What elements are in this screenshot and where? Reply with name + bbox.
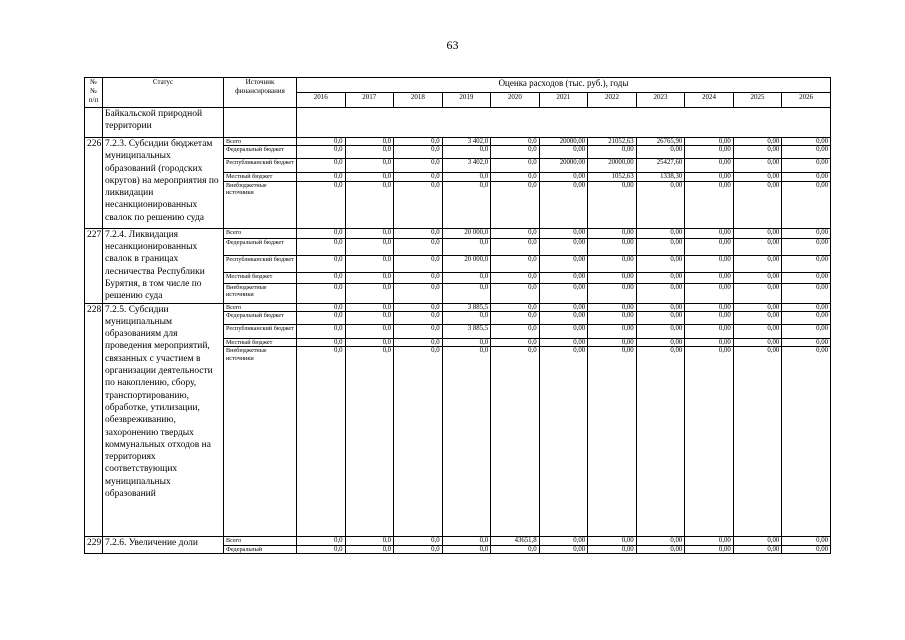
expense-value: 0,0: [297, 303, 346, 311]
expense-value: 0,0: [394, 173, 443, 181]
expense-value: 0,00: [685, 537, 734, 545]
expense-value: 0,00: [782, 159, 831, 173]
expense-value: 0,00: [588, 181, 637, 228]
expense-value: 0,0: [345, 146, 394, 159]
expense-value: 0,00: [636, 339, 685, 347]
header-num: № № п/п: [85, 78, 103, 108]
expense-value: 0,00: [733, 181, 782, 228]
row-number: 226: [85, 138, 103, 229]
expenses-table: [84, 77, 831, 554]
expense-value: 0,0: [297, 347, 346, 537]
year-header: 2024: [685, 93, 734, 108]
year-header: 2020: [491, 93, 540, 108]
expense-value: 1338,30: [636, 173, 685, 181]
expense-value: 0,00: [539, 303, 588, 311]
expense-value: 0,00: [636, 255, 685, 273]
table-row: [85, 303, 831, 311]
year-header: 2025: [733, 93, 782, 108]
expense-value: 0,0: [491, 173, 540, 181]
expense-value: 0,00: [782, 537, 831, 545]
expense-value: 0,0: [491, 181, 540, 228]
year-header: 2023: [636, 93, 685, 108]
expense-value: 0,00: [733, 303, 782, 311]
expense-value: 0,00: [782, 239, 831, 255]
expense-value: 0,0: [491, 325, 540, 339]
expense-value: 0,00: [588, 273, 637, 284]
expense-value: 0,00: [539, 181, 588, 228]
expense-value: 0,0: [442, 283, 491, 303]
expense-value: 0,0: [442, 339, 491, 347]
expense-value: 0,00: [588, 283, 637, 303]
continuation-source-cell: [224, 108, 297, 138]
expense-value: 0,00: [685, 339, 734, 347]
expense-value: 0,00: [685, 347, 734, 537]
expense-value: 0,00: [539, 283, 588, 303]
expense-value: 0,00: [539, 537, 588, 545]
expense-value: 0,00: [636, 303, 685, 311]
expense-value: 0,00: [588, 339, 637, 347]
expense-value: 0,0: [394, 283, 443, 303]
header-status: Статус: [103, 78, 224, 108]
expense-value: 0,00: [539, 347, 588, 537]
expense-value: 0,0: [442, 239, 491, 255]
expense-value: 26765,90: [636, 138, 685, 146]
expense-value: 0,00: [636, 283, 685, 303]
expense-value: 0,00: [685, 312, 734, 325]
expense-value: 0,0: [345, 228, 394, 239]
expense-value: 0,00: [782, 173, 831, 181]
expense-value: 3 885,5: [442, 325, 491, 339]
expense-value: 0,0: [345, 173, 394, 181]
funding-source: Республиканский бюджет: [224, 255, 297, 273]
expense-value: 0,00: [685, 138, 734, 146]
row-number: 227: [85, 228, 103, 303]
expense-value: 0,0: [345, 303, 394, 311]
page-number: 63: [446, 38, 459, 52]
expense-value: 0,0: [297, 325, 346, 339]
expense-value: 0,0: [394, 255, 443, 273]
funding-source: Внебюджетные источники: [224, 181, 297, 228]
funding-source: Федеральный: [224, 545, 297, 553]
expense-value: 3 402,0: [442, 138, 491, 146]
expense-value: 0,00: [782, 545, 831, 553]
expense-value: 0,0: [491, 228, 540, 239]
expense-value: 0,00: [733, 173, 782, 181]
expense-value: 0,00: [588, 537, 637, 545]
funding-source: Республиканский бюджет: [224, 159, 297, 173]
expense-value: 0,00: [685, 146, 734, 159]
expense-value: 0,00: [782, 138, 831, 146]
expense-value: 0,00: [685, 228, 734, 239]
expense-value: 0,00: [588, 312, 637, 325]
expense-value: 0,00: [636, 545, 685, 553]
expense-value: 0,00: [685, 325, 734, 339]
expense-value: 0,0: [491, 303, 540, 311]
expense-value: 0,0: [442, 181, 491, 228]
expense-value: 0,00: [733, 273, 782, 284]
expense-value: 0,00: [685, 173, 734, 181]
expense-value: 0,00: [733, 138, 782, 146]
year-header: 2017: [345, 93, 394, 108]
row-status: 7.2.5. Субсидии муниципальным образованиям для проведения мероприятий, связанных с участием в организации деятельности по накоплению, сбору, транспортированию, обработке, утилизации, обезвреживанию, захоронению твердых коммунальных отходов на территориях соответствующих муниципальных образований: [103, 303, 224, 537]
expense-value: 0,00: [539, 173, 588, 181]
expense-value: 0,0: [345, 347, 394, 537]
expense-value: 0,00: [782, 339, 831, 347]
expense-value: 0,00: [733, 537, 782, 545]
expense-value: 0,0: [394, 347, 443, 537]
expense-value: 0,0: [345, 255, 394, 273]
expense-value: 0,00: [539, 273, 588, 284]
expense-value: 0,0: [394, 303, 443, 311]
continuation-num-cell: [85, 108, 103, 138]
expense-value: 0,00: [685, 545, 734, 553]
header-expense-group: Оценка расходов (тыс. руб.), годы: [297, 78, 831, 93]
expense-value: 0,0: [442, 273, 491, 284]
expense-value: 0,00: [539, 325, 588, 339]
year-header: 2018: [394, 93, 443, 108]
expense-value: 0,00: [685, 283, 734, 303]
expense-value: 0,00: [733, 283, 782, 303]
expense-value: 20000,00: [539, 138, 588, 146]
expense-value: 0,00: [733, 146, 782, 159]
expense-value: 0,00: [588, 146, 637, 159]
expense-value: 0,00: [782, 146, 831, 159]
expense-value: 0,00: [733, 347, 782, 537]
expense-value: 0,0: [394, 228, 443, 239]
expense-value: 0,0: [394, 537, 443, 545]
expense-value: 0,0: [394, 273, 443, 284]
expense-value: 0,00: [539, 545, 588, 553]
expense-value: 0,0: [394, 181, 443, 228]
expense-value: 20000,00: [588, 159, 637, 173]
row-number: 229: [85, 537, 103, 554]
expense-value: 0,0: [491, 273, 540, 284]
table-row: [85, 228, 831, 239]
expense-value: 0,00: [539, 312, 588, 325]
expense-value: 0,00: [636, 228, 685, 239]
funding-source: Внебюджетные источники: [224, 347, 297, 537]
funding-source: Внебюджетные источники: [224, 283, 297, 303]
expense-value: 0,00: [539, 255, 588, 273]
expense-value: 43651,8: [491, 537, 540, 545]
expense-value: 0,0: [345, 545, 394, 553]
expense-value: 0,0: [491, 255, 540, 273]
expense-value: 0,00: [636, 537, 685, 545]
expense-value: 0,00: [733, 228, 782, 239]
expense-value: 0,0: [345, 181, 394, 228]
expense-value: 0,0: [394, 339, 443, 347]
table-row: [85, 537, 831, 545]
expense-value: 0,0: [442, 173, 491, 181]
expense-value: 0,0: [491, 159, 540, 173]
expense-value: 0,00: [782, 228, 831, 239]
expense-value: 0,0: [297, 283, 346, 303]
expense-value: 0,00: [685, 159, 734, 173]
expense-value: 0,00: [782, 181, 831, 228]
expense-value: 0,00: [733, 312, 782, 325]
expense-value: 0,0: [345, 159, 394, 173]
header-source: Источник финансирования: [224, 78, 297, 108]
expense-value: 0,00: [636, 273, 685, 284]
expense-value: 0,0: [345, 325, 394, 339]
funding-source: Местный бюджет: [224, 173, 297, 181]
row-status: 7.2.6. Увеличение доли: [103, 537, 224, 554]
expense-value: 0,0: [297, 312, 346, 325]
funding-source: Всего: [224, 228, 297, 239]
year-header: 2016: [297, 93, 346, 108]
expense-value: 0,00: [588, 239, 637, 255]
expense-value: 0,00: [636, 181, 685, 228]
continuation-status: Байкальской природной территории: [103, 108, 224, 138]
year-header: 2022: [588, 93, 637, 108]
funding-source: Республиканский бюджет: [224, 325, 297, 339]
expense-value: 0,00: [782, 273, 831, 284]
expense-value: 0,00: [539, 146, 588, 159]
expense-value: 0,00: [733, 159, 782, 173]
expense-value: 0,00: [733, 545, 782, 553]
year-header: 2019: [442, 93, 491, 108]
expense-value: 0,0: [394, 239, 443, 255]
expense-value: 0,0: [297, 339, 346, 347]
funding-source: Всего: [224, 138, 297, 146]
expense-value: 0,00: [733, 239, 782, 255]
expense-value: 0,00: [588, 325, 637, 339]
expense-value: 0,0: [345, 138, 394, 146]
expense-value: 0,0: [297, 273, 346, 284]
funding-source: Федеральный бюджет: [224, 146, 297, 159]
expense-value: 0,00: [685, 181, 734, 228]
expense-value: 0,00: [782, 255, 831, 273]
expense-value: 0,0: [297, 228, 346, 239]
expense-value: 0,0: [394, 312, 443, 325]
funding-source: Местный бюджет: [224, 339, 297, 347]
expense-value: 0,00: [539, 228, 588, 239]
expense-value: 0,00: [539, 339, 588, 347]
expense-value: 0,0: [442, 537, 491, 545]
expense-value: 0,0: [394, 146, 443, 159]
expense-value: 0,00: [733, 339, 782, 347]
expense-value: 0,0: [491, 146, 540, 159]
expense-value: 0,0: [491, 283, 540, 303]
expense-value: 3 402,0: [442, 159, 491, 173]
table-row: [85, 138, 831, 146]
funding-source: Федеральный бюджет: [224, 239, 297, 255]
expense-value: 0,0: [297, 159, 346, 173]
expense-value: 0,00: [636, 312, 685, 325]
funding-source: Федеральный бюджет: [224, 312, 297, 325]
expense-value: 0,0: [297, 537, 346, 545]
row-status: 7.2.3. Субсидии бюджетам муниципальных образований (городских округов) на мероприятия по ликвидации несанкционированных свалок по решению суда: [103, 138, 224, 229]
expense-value: 0,0: [442, 146, 491, 159]
expense-value: 21052,63: [588, 138, 637, 146]
expense-value: 0,00: [588, 303, 637, 311]
continuation-values-cell: [297, 108, 831, 138]
expense-value: 0,0: [345, 273, 394, 284]
expense-value: 0,0: [297, 173, 346, 181]
expense-value: 0,0: [491, 239, 540, 255]
expense-value: 0,0: [394, 545, 443, 553]
expense-value: 20 000,0: [442, 228, 491, 239]
funding-source: Всего: [224, 537, 297, 545]
expense-value: 0,0: [442, 347, 491, 537]
expense-value: 0,0: [394, 325, 443, 339]
expense-value: 0,00: [782, 283, 831, 303]
expense-value: 0,00: [782, 303, 831, 311]
expense-value: 0,0: [491, 138, 540, 146]
expense-value: 0,00: [588, 545, 637, 553]
expense-value: 0,0: [297, 255, 346, 273]
expense-value: 0,00: [636, 347, 685, 537]
expense-value: 3 885,5: [442, 303, 491, 311]
expense-value: 0,00: [685, 273, 734, 284]
expense-value: 0,0: [491, 312, 540, 325]
funding-source: Местный бюджет: [224, 273, 297, 284]
expense-value: 0,0: [442, 545, 491, 553]
expense-value: 0,0: [442, 312, 491, 325]
expense-value: 0,00: [782, 325, 831, 339]
expense-value: 1052,63: [588, 173, 637, 181]
expense-value: 0,00: [588, 347, 637, 537]
expense-value: 0,0: [297, 138, 346, 146]
expense-value: 0,0: [394, 159, 443, 173]
expense-value: 0,00: [636, 325, 685, 339]
expense-value: 0,00: [685, 303, 734, 311]
expense-value: 0,0: [491, 347, 540, 537]
expense-value: 0,00: [539, 239, 588, 255]
expense-value: 0,0: [394, 138, 443, 146]
funding-source: Всего: [224, 303, 297, 311]
expense-value: 0,0: [297, 146, 346, 159]
row-status: 7.2.4. Ликвидация несанкционированных свалок в границах лесничества Республики Бурятия, в том числе по решению суда: [103, 228, 224, 303]
expense-value: 0,00: [636, 239, 685, 255]
expense-value: 0,00: [588, 255, 637, 273]
expense-value: 0,0: [491, 545, 540, 553]
expense-value: 0,00: [588, 228, 637, 239]
row-number: 228: [85, 303, 103, 537]
expense-value: 0,0: [345, 537, 394, 545]
expense-value: 0,0: [297, 181, 346, 228]
expense-value: 0,00: [733, 325, 782, 339]
expense-value: 0,00: [636, 146, 685, 159]
expense-value: 0,00: [782, 312, 831, 325]
expense-value: 0,00: [685, 239, 734, 255]
expense-value: 0,00: [782, 347, 831, 537]
year-header: 2026: [782, 93, 831, 108]
expense-value: 0,00: [685, 255, 734, 273]
expense-value: 0,0: [345, 339, 394, 347]
expense-value: 0,0: [345, 239, 394, 255]
expense-value: 0,0: [297, 239, 346, 255]
expense-value: 0,0: [345, 283, 394, 303]
year-header: 2021: [539, 93, 588, 108]
expense-value: 0,0: [491, 339, 540, 347]
expense-value: 20 000,0: [442, 255, 491, 273]
expense-value: 0,0: [297, 545, 346, 553]
expense-value: 0,00: [733, 255, 782, 273]
expense-value: 0,0: [345, 312, 394, 325]
expense-value: 20000,00: [539, 159, 588, 173]
expense-value: 25427,60: [636, 159, 685, 173]
